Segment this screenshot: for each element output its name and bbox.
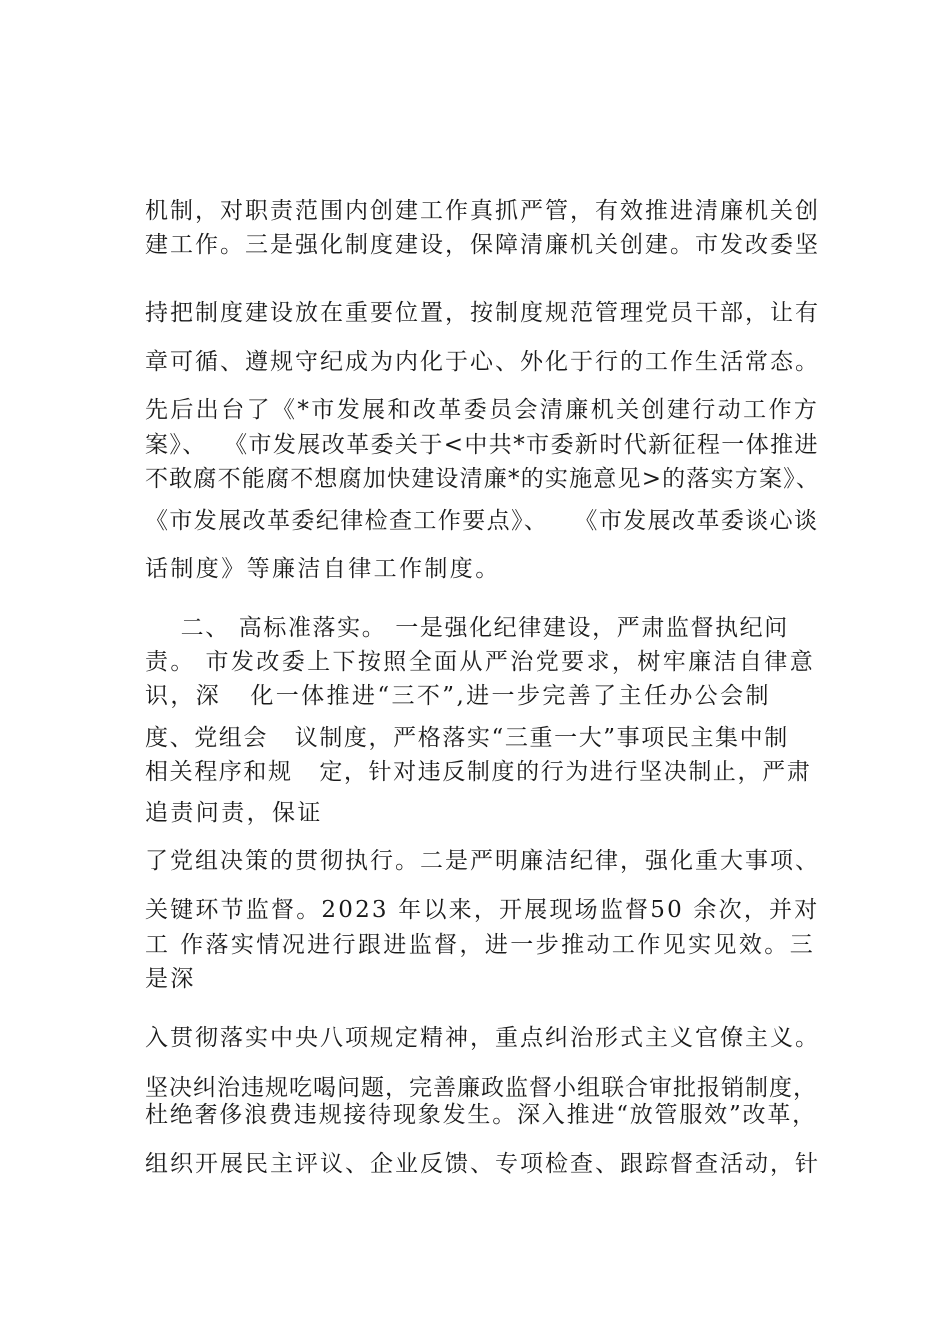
- body-text-line: 度、党组会 议制度，严格落实“三重一大”事项民主集中制: [145, 725, 789, 751]
- body-text-line: 追责问责，保证: [145, 800, 323, 826]
- body-text-line: 是深: [145, 966, 196, 992]
- body-text-line: 先后出台了《*市发展和改革委员会清廉机关创建行动工作方: [145, 397, 820, 423]
- body-text-line: 了党组决策的贯彻执行。二是严明廉洁纪律，强化重大事项、: [145, 848, 820, 874]
- body-text-line: 章可循、遵规守纪成为内化于心、外化于行的工作生活常态。: [145, 349, 820, 375]
- section-heading-line: 二、 高标准落实。 一是强化纪律建设，严肃监督执纪问: [145, 615, 789, 641]
- body-text-line: 识，深 化一体推进“三不”,进一步完善了主任办公会制: [145, 683, 771, 709]
- body-text-line: 不敢腐不能腐不想腐加快建设清廉*的实施意见>的落实方案》、: [145, 466, 821, 492]
- body-text-line: 关键环节监督。2023 年以来，开展现场监督50 余次，并对: [145, 897, 820, 923]
- body-text-line: 工 作落实情况进行跟进监督，进一步推动工作见实见效。三: [145, 932, 816, 958]
- body-text-line: 持把制度建设放在重要位置，按制度规范管理党员干部，让有: [145, 300, 820, 326]
- body-text-line: 《市发展改革委纪律检查工作要点》、 《市发展改革委谈心谈: [145, 508, 819, 534]
- body-text-line: 话制度》等廉洁自律工作制度。: [145, 556, 501, 582]
- body-text-line: 建工作。三是强化制度建设，保障清廉机关创建。市发改委坚: [145, 232, 820, 258]
- body-text-line: 杜绝奢侈浪费违规接待现象发生。深入推进“放管服效”改革，: [145, 1102, 817, 1128]
- body-text-line: 入贯彻落实中央八项规定精神，重点纠治形式主义官僚主义。: [145, 1025, 820, 1051]
- body-text-line: 相关程序和规 定，针对违反制度的行为进行坚决制止，严肃: [145, 759, 812, 785]
- body-text-line: 机制，对职责范围内创建工作真抓严管，有效推进清廉机关创: [145, 198, 820, 224]
- body-text-line: 责。 市发改委上下按照全面从严治党要求，树牢廉洁自律意: [145, 649, 816, 675]
- body-text-line: 组织开展民主评议、企业反馈、专项检查、跟踪督查活动，针: [145, 1151, 820, 1177]
- body-text-line: 坚决纠治违规吃喝问题，完善廉政监督小组联合审批报销制度，: [145, 1075, 817, 1101]
- body-text-line: 案》、 《市发展改革委关于<中共*市委新时代新征程一体推进: [145, 432, 819, 458]
